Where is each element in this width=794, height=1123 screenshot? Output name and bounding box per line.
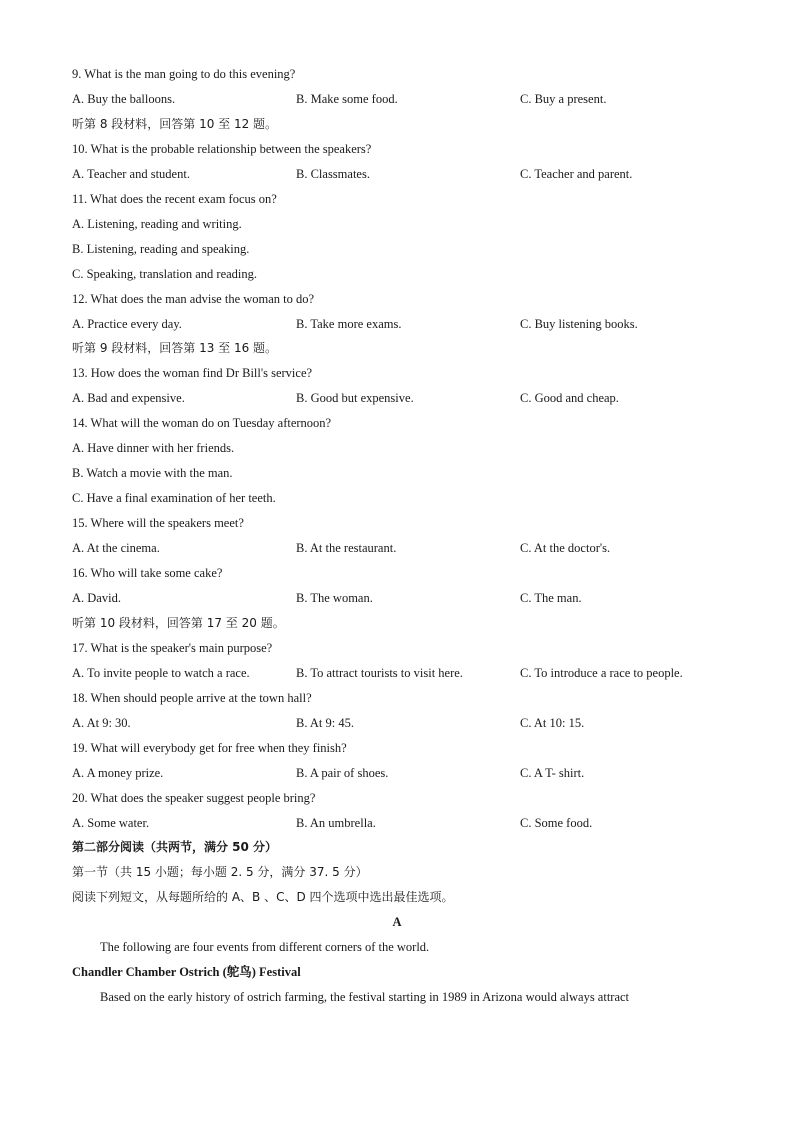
option-b: B. Good but expensive. [296, 391, 414, 406]
option-b: B. To attract tourists to visit here. [296, 665, 463, 680]
option-a: A. David. [72, 590, 121, 605]
question-line: 11. What does the recent exam focus on? [72, 191, 277, 206]
question-line: A. Have dinner with her friends. [72, 441, 235, 456]
reading-instruction: 阅读下列短文，从每题所给的 A、B 、C、D 四个选项中选出最佳选项。 [72, 890, 454, 904]
option-c: C. A T- shirt. [520, 765, 585, 780]
question-line: 12. What does the man advise the woman to do? [72, 291, 315, 306]
question-line: 18. When should people arrive at the town hall? [72, 690, 312, 705]
event-title: Chandler Chamber Ostrich (鸵鸟) Festival [72, 965, 301, 979]
option-b: B. Classmates. [296, 166, 370, 181]
question-line: 9. What is the man going to do this evening? [72, 67, 296, 81]
question-line: 13. How does the woman find Dr Bill's service? [72, 366, 313, 381]
option-c: C. At 10: 15. [520, 715, 585, 730]
question-line: B. Watch a movie with the man. [72, 466, 233, 481]
question-line: B. Listening, reading and speaking. [72, 241, 250, 256]
option-b: B. The woman. [296, 590, 373, 605]
option-b: B. Take more exams. [296, 316, 402, 331]
option-b: B. A pair of shoes. [296, 765, 389, 780]
passage-intro: The following are four events from different corners of the world. [100, 940, 430, 954]
question-line: 17. What is the speaker's main purpose? [72, 640, 273, 655]
question-line: 10. What is the probable relationship between the speakers? [72, 141, 372, 156]
option-c: C. Good and cheap. [520, 391, 619, 406]
section-instruction: 听第 10 段材料，回答第 17 至 20 题。 [72, 615, 285, 630]
option-b: B. At 9: 45. [296, 715, 354, 730]
option-a: A. Practice every day. [72, 316, 182, 331]
option-a: A. At 9: 30. [72, 715, 131, 730]
option-b: B. Make some food. [296, 91, 398, 106]
option-b: B. An umbrella. [296, 815, 376, 830]
option-a: A. Buy the balloons. [72, 91, 176, 106]
option-a: A. Bad and expensive. [72, 391, 185, 406]
question-line: 14. What will the woman do on Tuesday afternoon? [72, 416, 332, 431]
event-text: Based on the early history of ostrich farming, the festival starting in 1989 in Arizona would always attract [100, 990, 630, 1004]
section-title: 第二部分阅读（共两节，满分 50 分） [72, 840, 278, 854]
question-line: 19. What will everybody get for free when they finish? [72, 740, 347, 755]
option-c: C. The man. [520, 590, 582, 605]
option-a: A. To invite people to watch a race. [72, 665, 250, 680]
option-a: A. Teacher and student. [72, 166, 190, 181]
option-c: C. At the doctor's. [520, 541, 611, 556]
question-line: 16. Who will take some cake? [72, 566, 223, 580]
option-c: C. Buy a present. [520, 91, 607, 106]
option-c: C. Buy listening books. [520, 316, 638, 331]
question-line: C. Speaking, translation and reading. [72, 266, 258, 281]
option-a: A. At the cinema. [72, 541, 160, 556]
subsection-title: 第一节（共 15 小题；每小题 2. 5 分，满分 37. 5 分） [72, 865, 368, 879]
option-a: A. A money prize. [72, 765, 164, 780]
option-c: C. To introduce a race to people. [520, 665, 683, 680]
option-a: A. Some water. [72, 815, 150, 830]
section-instruction: 听第 9 段材料，回答第 13 至 16 题。 [72, 341, 278, 356]
question-line: C. Have a final examination of her teeth. [72, 491, 276, 506]
passage-label: A [392, 915, 402, 929]
question-line: A. Listening, reading and writing. [72, 216, 242, 231]
option-c: C. Some food. [520, 815, 593, 830]
question-line: 20. What does the speaker suggest people bring? [72, 790, 316, 805]
option-b: B. At the restaurant. [296, 541, 397, 556]
section-instruction: 听第 8 段材料，回答第 10 至 12 题。 [72, 116, 278, 131]
question-line: 15. Where will the speakers meet? [72, 516, 244, 531]
option-c: C. Teacher and parent. [520, 166, 633, 181]
